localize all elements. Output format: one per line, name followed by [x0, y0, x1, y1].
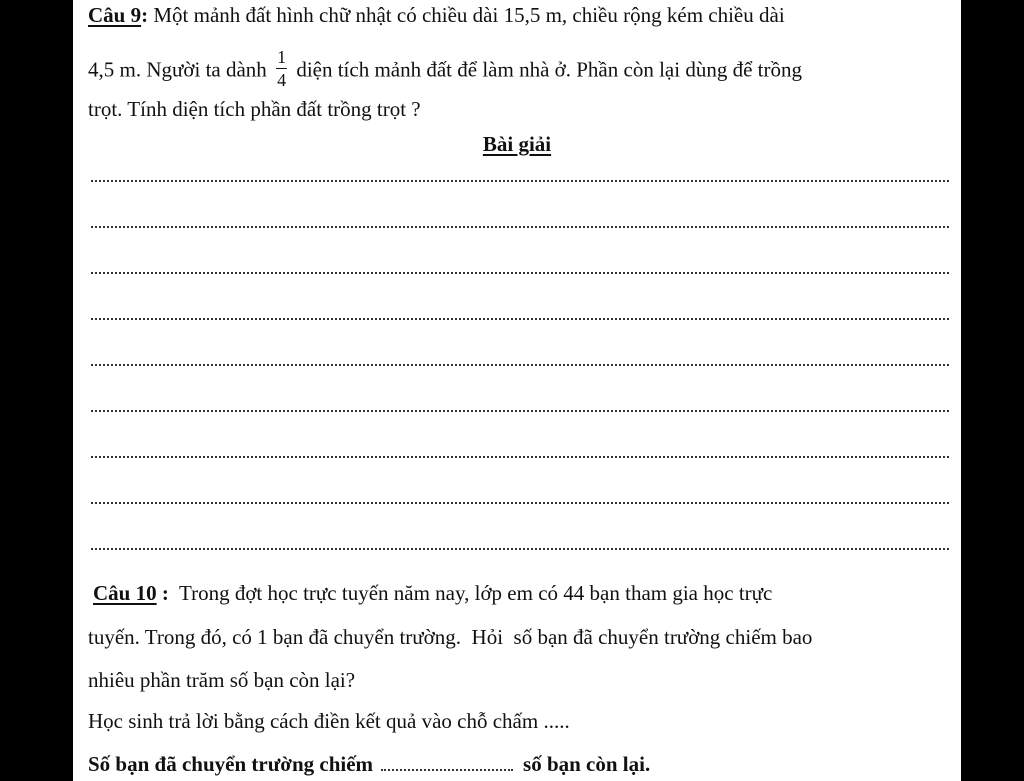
answer-line-8[interactable]: [91, 502, 949, 504]
question9-text-line1: Một mảnh đất hình chữ nhật có chiều dài 15,5 m, chiều rộng kém chiều dài: [148, 3, 785, 27]
solution-heading: Bài giải: [482, 132, 552, 156]
answer-text-end: số bạn còn lại.: [523, 752, 651, 776]
question9-label: Câu 9: [88, 3, 142, 27]
question10-instruction: [88, 708, 570, 734]
worksheet-page: [73, 0, 961, 781]
question10-answer-line: [88, 751, 650, 777]
question10-text-line2: tuyến. Trong đó, có 1 bạn đã chuyển trường. Hỏi số bạn đã chuyển trường chiếm bao: [88, 625, 813, 649]
answer-blank[interactable]: [381, 755, 513, 771]
answer-text-start: Số bạn đã chuyển trường chiếm: [88, 752, 374, 776]
question9-text-line2-start: 4,5 m. Người ta dành: [88, 57, 267, 82]
answer-line-7[interactable]: [91, 456, 949, 458]
answer-line-4[interactable]: [91, 318, 949, 320]
question10-text-line1: Trong đợt học trực tuyến năm nay, lớp em có 44 bạn tham gia học trực: [168, 581, 773, 605]
question9-text-line3: trọt. Tính diện tích phần đất trồng trọt ?: [88, 97, 421, 121]
question10-line2: [88, 624, 812, 650]
answer-line-9[interactable]: [91, 548, 949, 550]
question9-line1: [88, 2, 785, 28]
instruction-text: Học sinh trả lời bằng cách điền kết quả vào chỗ chấm .....: [88, 709, 570, 733]
question10-colon: :: [156, 581, 169, 605]
question10-line1: [93, 580, 772, 606]
answer-line-3[interactable]: [91, 272, 949, 274]
answer-line-5[interactable]: [91, 364, 949, 366]
fraction-numerator: 1: [277, 47, 287, 67]
question9-line2: [88, 47, 802, 92]
fraction-denominator: 4: [277, 70, 287, 90]
question10-text-line3: nhiêu phần trăm số bạn còn lại?: [88, 668, 356, 692]
answer-line-6[interactable]: [91, 410, 949, 412]
question9-colon: :: [141, 3, 149, 27]
question10-label: Câu 10: [93, 581, 157, 605]
question9-text-line2-end: diện tích mảnh đất để làm nhà ở. Phần còn lại dùng để trồng: [296, 57, 802, 82]
answer-line-1[interactable]: [91, 180, 949, 182]
question9-line3: [88, 96, 421, 122]
answer-line-2[interactable]: [91, 226, 949, 228]
one-quarter-fraction: [276, 48, 287, 89]
question10-line3: [88, 667, 355, 693]
